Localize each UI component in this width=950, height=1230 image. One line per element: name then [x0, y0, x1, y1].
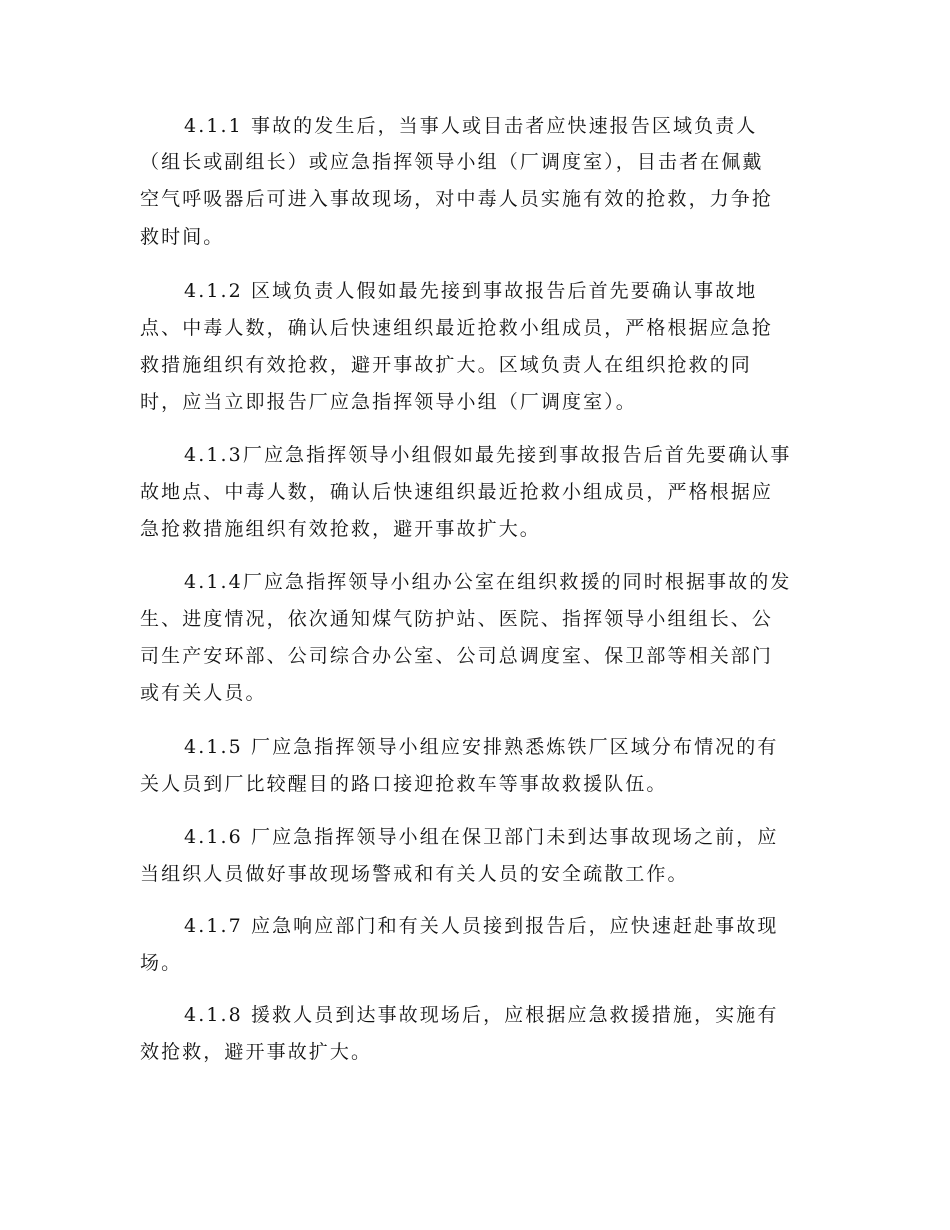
paragraph-line: 4.1.6 厂应急指挥领导小组在保卫部门未到达事故现场之前，应	[184, 826, 779, 848]
paragraph-line: 救措施组织有效抢救，避开事故扩大。区域负责人在组织抢救的同	[140, 354, 752, 376]
paragraph-line: 场。	[140, 952, 183, 974]
paragraph-line: 4.1.5 厂应急指挥领导小组应安排熟悉炼铁厂区域分布情况的有	[184, 736, 779, 758]
paragraph-line: 司生产安环部、公司综合办公室、公司总调度室、保卫部等相关部门	[140, 645, 774, 667]
paragraph-line: 效抢救，避开事故扩大。	[140, 1041, 373, 1063]
paragraph-line: 4.1.1 事故的发生后，当事人或目击者应快速报告区域负责人	[184, 115, 758, 137]
paragraph-line: 4.1.8 援救人员到达事故现场后，应根据应急救援措施，实施有	[184, 1004, 779, 1026]
paragraph-line: （组长或副组长）或应急指挥领导小组（厂调度室），目击者在佩戴	[140, 151, 764, 173]
paragraph-line: 救时间。	[140, 226, 225, 248]
paragraph-line: 急抢救措施组织有效抢救，避开事故扩大。	[140, 518, 541, 540]
paragraph-line: 生、进度情况，依次通知煤气防护站、医院、指挥领导小组组长、公	[140, 608, 774, 630]
paragraph-line: 关人员到厂比较醒目的路口接迎抢救车等事故救援队伍。	[140, 773, 668, 795]
paragraph-line: 4.1.7 应急响应部门和有关人员接到报告后，应快速赶赴事故现	[184, 915, 779, 937]
paragraph-line: 点、中毒人数，确认后快速组织最近抢救小组成员，严格根据应急抢	[140, 317, 774, 339]
paragraph-line: 4.1.3厂应急指挥领导小组假如最先接到事故报告后首先要确认事	[184, 444, 792, 466]
paragraph-line: 或有关人员。	[140, 682, 267, 704]
paragraph-4-1-8	[0, 1003, 950, 1203]
paragraph-line: 4.1.2 区域负责人假如最先接到事故报告后首先要确认事故地	[184, 280, 758, 302]
paragraph-line: 故地点、中毒人数，确认后快速组织最近抢救小组成员，严格根据应	[140, 481, 774, 503]
paragraph-line: 空气呼吸器后可进入事故现场，对中毒人员实施有效的抢救，力争抢	[140, 188, 774, 210]
paragraph-line: 当组织人员做好事故现场警戒和有关人员的安全疏散工作。	[140, 863, 689, 885]
paragraph-line: 时，应当立即报告厂应急指挥领导小组（厂调度室）。	[140, 391, 637, 413]
paragraph-line: 4.1.4厂应急指挥领导小组办公室在组织救援的同时根据事故的发	[184, 571, 792, 593]
